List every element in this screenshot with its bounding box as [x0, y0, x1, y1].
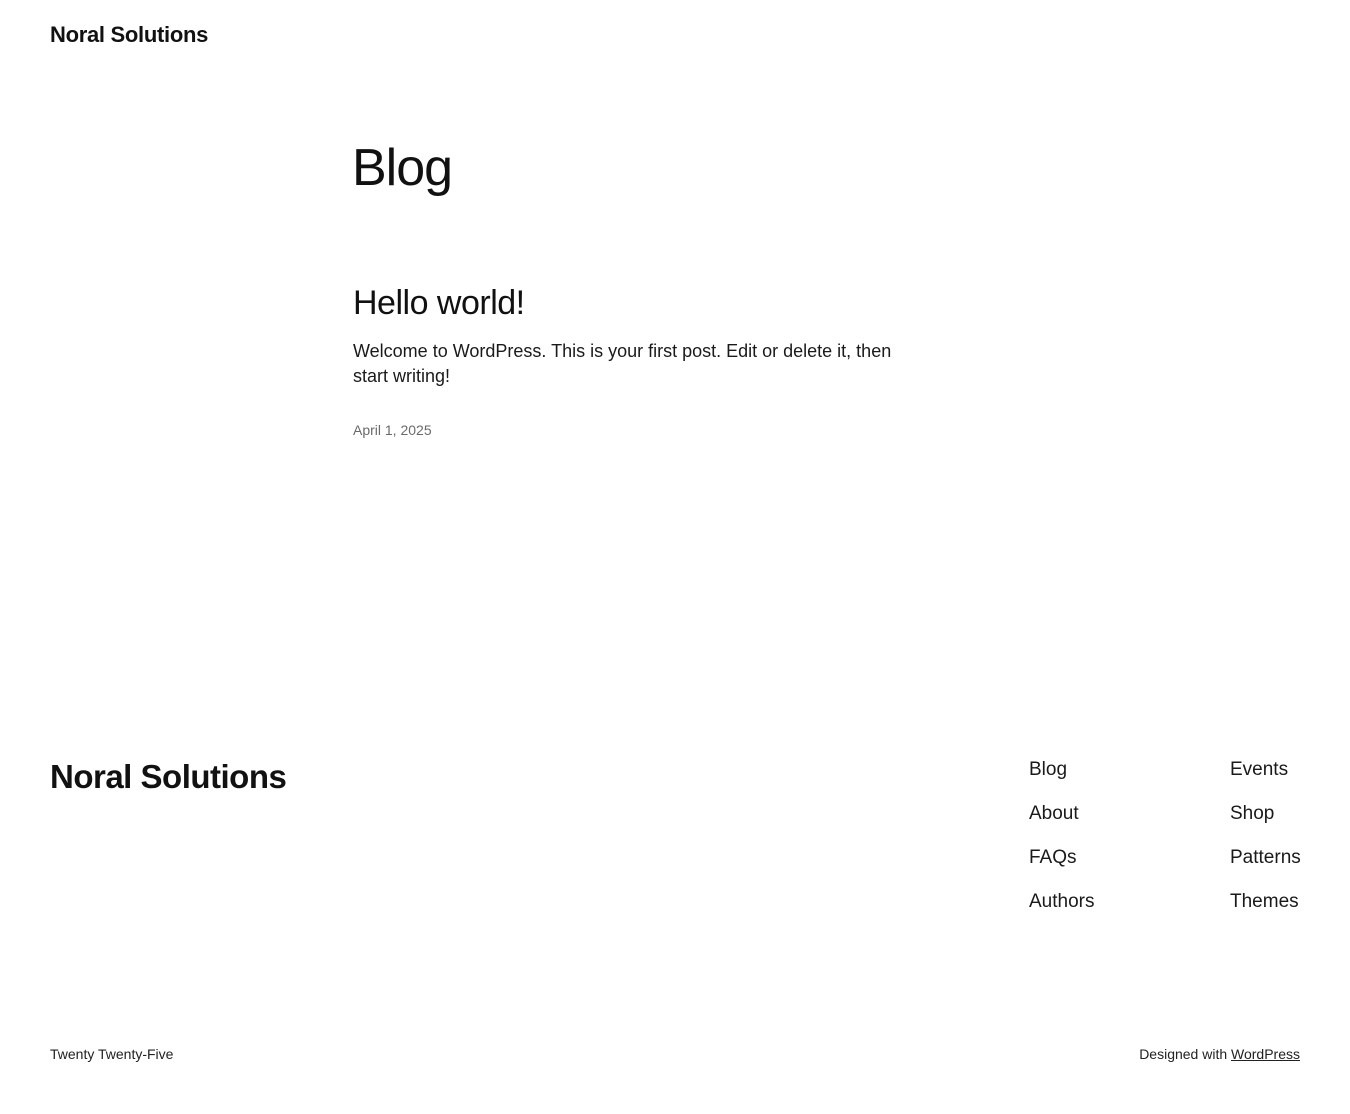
post-excerpt: Welcome to WordPress. This is your first post. Edit or delete it, then start writing!: [353, 341, 892, 386]
footer-nav-events[interactable]: Events: [1230, 759, 1289, 780]
credit-prefix: Designed with: [1139, 1046, 1232, 1062]
footer-nav-column-2: [1230, 757, 1301, 933]
wordpress-credit-link[interactable]: WordPress: [1231, 1046, 1300, 1062]
footer-nav-themes[interactable]: Themes: [1230, 891, 1299, 912]
footer-nav-shop[interactable]: Shop: [1230, 803, 1275, 824]
theme-name: Twenty Twenty-Five: [50, 1046, 174, 1062]
footer-credit: [1139, 1044, 1300, 1064]
footer-nav-faqs[interactable]: FAQs: [1029, 847, 1077, 868]
footer-nav-authors[interactable]: Authors: [1029, 891, 1095, 912]
footer-nav-about[interactable]: About: [1029, 803, 1079, 824]
footer-nav-blog[interactable]: Blog: [1029, 759, 1068, 780]
page-title: Blog: [352, 139, 453, 197]
footer-nav-column-1: [1029, 757, 1094, 933]
footer-nav-patterns[interactable]: Patterns: [1230, 847, 1301, 868]
site-title-link[interactable]: Noral Solutions: [50, 22, 209, 47]
post-title-link[interactable]: Hello world!: [353, 284, 525, 322]
footer-site-title-link[interactable]: Noral Solutions: [50, 758, 287, 795]
post-date-link[interactable]: April 1, 2025: [353, 422, 432, 438]
